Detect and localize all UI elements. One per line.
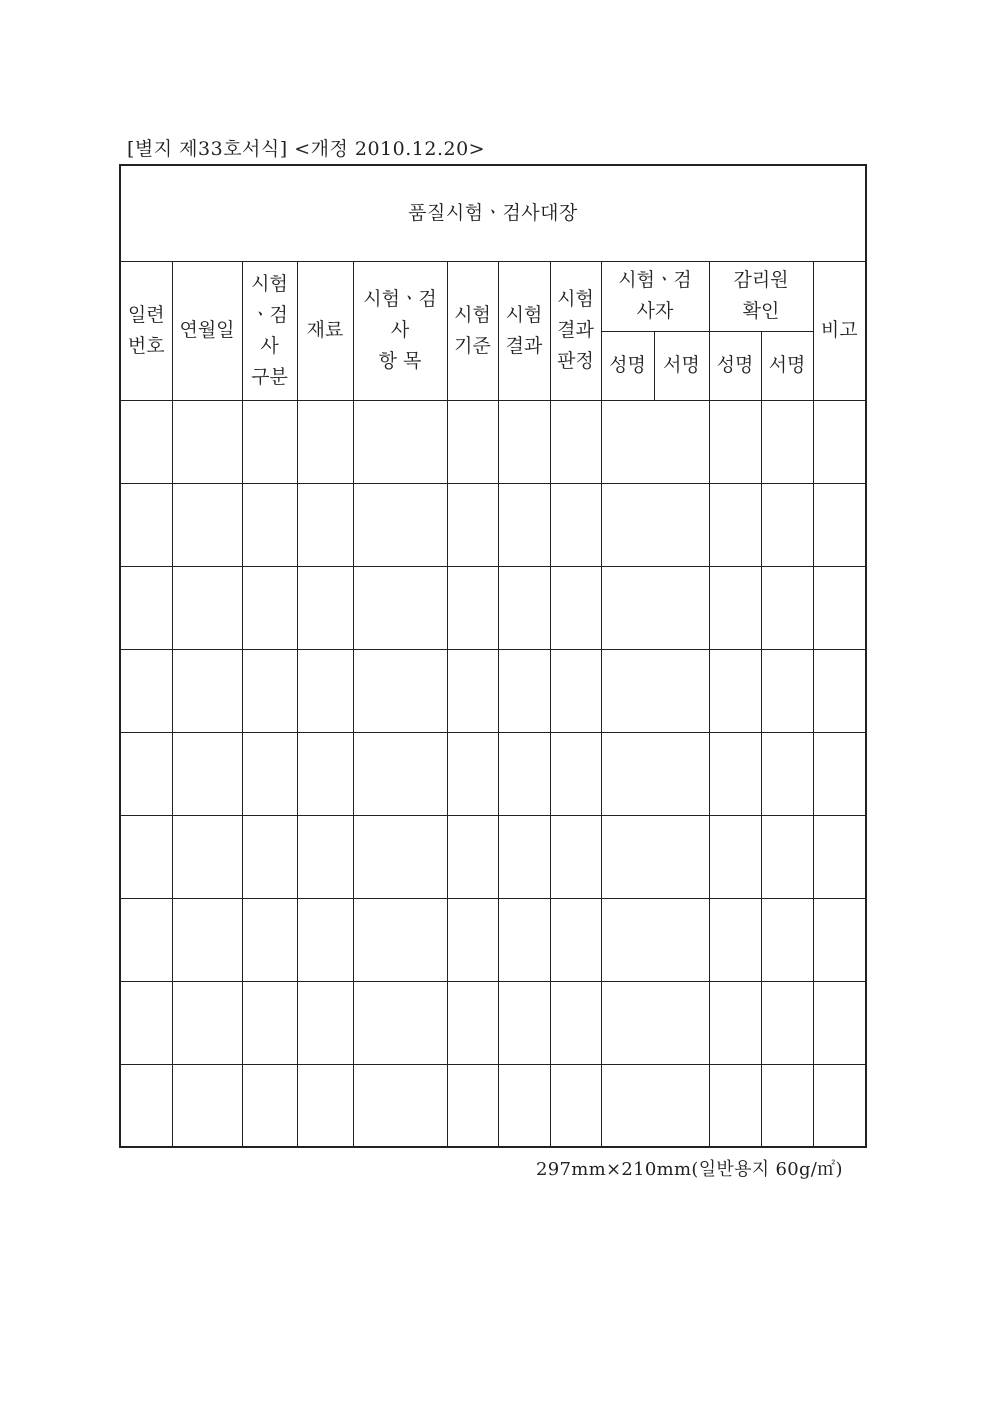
header-serial-line-2: 번호	[127, 334, 165, 357]
header-inspector-signature: 서명	[654, 331, 709, 400]
cell-supervisor-name[interactable]	[709, 815, 761, 898]
cell-inspector[interactable]	[601, 898, 709, 981]
paper-size-note: 297mm×210mm(일반용지 60g/㎡)	[536, 1159, 843, 1180]
header-remarks: 비고	[813, 261, 866, 400]
cell-material[interactable]	[297, 1064, 353, 1147]
cell-supervisor-signature[interactable]	[761, 649, 813, 732]
cell-remarks[interactable]	[813, 815, 866, 898]
cell-remarks[interactable]	[813, 981, 866, 1064]
header-standard-line-2: 기준	[454, 334, 491, 357]
cell-date[interactable]	[172, 898, 242, 981]
cell-test-standard[interactable]	[447, 815, 498, 898]
cell-supervisor-signature[interactable]	[761, 732, 813, 815]
header-serial-line-1: 일련	[127, 303, 165, 326]
cell-result-judgment[interactable]	[550, 732, 601, 815]
cell-inspector[interactable]	[601, 1064, 709, 1147]
cell-material[interactable]	[297, 815, 353, 898]
cell-inspector[interactable]	[601, 649, 709, 732]
form-title: 품질시험ㆍ검사대장	[120, 165, 866, 261]
cell-test-item[interactable]	[353, 898, 447, 981]
cell-category[interactable]	[242, 483, 297, 566]
table-row	[120, 649, 866, 732]
cell-test-standard[interactable]	[447, 400, 498, 483]
table-row	[120, 1064, 866, 1147]
header-result-line-2: 결과	[505, 334, 543, 357]
header-inspector	[601, 261, 709, 331]
cell-material[interactable]	[297, 483, 353, 566]
cell-result-judgment[interactable]	[550, 400, 601, 483]
cell-supervisor-name[interactable]	[709, 732, 761, 815]
header-category-line-4: 구분	[251, 365, 288, 388]
cell-material[interactable]	[297, 649, 353, 732]
cell-test-standard[interactable]	[447, 732, 498, 815]
header-supervisor-line-2: 확인	[742, 300, 780, 322]
cell-inspector[interactable]	[601, 815, 709, 898]
cell-result-judgment[interactable]	[550, 1064, 601, 1147]
cell-result-judgment[interactable]	[550, 898, 601, 981]
cell-inspector[interactable]	[601, 566, 709, 649]
cell-remarks[interactable]	[813, 732, 866, 815]
table-row	[120, 400, 866, 483]
header-date: 연월일	[172, 261, 242, 400]
header-inspector-name: 성명	[601, 331, 654, 400]
cell-test-standard[interactable]	[447, 1064, 498, 1147]
cell-date[interactable]	[172, 400, 242, 483]
cell-test-standard[interactable]	[447, 649, 498, 732]
cell-category[interactable]	[242, 566, 297, 649]
cell-inspector[interactable]	[601, 400, 709, 483]
cell-test-result[interactable]	[498, 981, 550, 1064]
cell-test-result[interactable]	[498, 1064, 550, 1147]
cell-remarks[interactable]	[813, 898, 866, 981]
cell-material[interactable]	[297, 981, 353, 1064]
header-judgment-line-2: 결과	[557, 319, 594, 341]
table-row	[120, 898, 866, 981]
cell-test-item[interactable]	[353, 649, 447, 732]
cell-inspector[interactable]	[601, 483, 709, 566]
cell-test-standard[interactable]	[447, 981, 498, 1064]
header-supervisor-name: 성명	[709, 331, 761, 400]
cell-date[interactable]	[172, 732, 242, 815]
header-standard-line-1: 시험	[454, 303, 491, 326]
cell-remarks[interactable]	[813, 400, 866, 483]
cell-serial-number[interactable]	[120, 1064, 172, 1147]
form-reference: [별지 제33호서식] <개정 2010.12.20>	[127, 138, 486, 160]
cell-supervisor-name[interactable]	[709, 400, 761, 483]
cell-serial-number[interactable]	[120, 566, 172, 649]
header-result-line-1: 시험	[505, 303, 543, 326]
cell-serial-number[interactable]	[120, 649, 172, 732]
cell-test-result[interactable]	[498, 400, 550, 483]
cell-supervisor-name[interactable]	[709, 981, 761, 1064]
cell-supervisor-name[interactable]	[709, 898, 761, 981]
header-result-judgment	[550, 261, 601, 400]
cell-category[interactable]	[242, 732, 297, 815]
cell-category[interactable]	[242, 649, 297, 732]
header-supervisor-line-1: 감리원	[733, 269, 789, 291]
header-supervisor-confirmation	[709, 261, 813, 331]
cell-serial-number[interactable]	[120, 981, 172, 1064]
cell-date[interactable]	[172, 1064, 242, 1147]
header-serial-number	[120, 261, 172, 400]
cell-result-judgment[interactable]	[550, 483, 601, 566]
title-row	[120, 165, 866, 261]
cell-material[interactable]	[297, 566, 353, 649]
cell-material[interactable]	[297, 732, 353, 815]
cell-category[interactable]	[242, 815, 297, 898]
table-row	[120, 981, 866, 1064]
table-row	[120, 483, 866, 566]
cell-supervisor-signature[interactable]	[761, 566, 813, 649]
header-supervisor-signature: 서명	[761, 331, 813, 400]
header-category-line-1: 시험	[251, 272, 288, 295]
cell-remarks[interactable]	[813, 1064, 866, 1147]
cell-result-judgment[interactable]	[550, 981, 601, 1064]
cell-inspector[interactable]	[601, 732, 709, 815]
cell-result-judgment[interactable]	[550, 649, 601, 732]
header-item-line-1: 시험ㆍ검	[363, 288, 437, 310]
cell-test-item[interactable]	[353, 1064, 447, 1147]
cell-date[interactable]	[172, 815, 242, 898]
cell-supervisor-signature[interactable]	[761, 400, 813, 483]
cell-test-result[interactable]	[498, 732, 550, 815]
cell-serial-number[interactable]	[120, 898, 172, 981]
header-category	[242, 261, 297, 400]
cell-category[interactable]	[242, 898, 297, 981]
cell-date[interactable]	[172, 981, 242, 1064]
header-test-standard	[447, 261, 498, 400]
cell-test-result[interactable]	[498, 483, 550, 566]
cell-test-item[interactable]	[353, 981, 447, 1064]
header-judgment-line-3: 판정	[557, 350, 594, 372]
cell-remarks[interactable]	[813, 566, 866, 649]
header-item-line-3: 항 목	[378, 350, 422, 372]
cell-category[interactable]	[242, 400, 297, 483]
header-item-line-2: 사	[390, 319, 410, 341]
cell-supervisor-signature[interactable]	[761, 815, 813, 898]
table-row	[120, 566, 866, 649]
cell-date[interactable]	[172, 649, 242, 732]
cell-result-judgment[interactable]	[550, 815, 601, 898]
cell-category[interactable]	[242, 1064, 297, 1147]
cell-supervisor-name[interactable]	[709, 483, 761, 566]
header-test-item	[353, 261, 447, 400]
cell-test-standard[interactable]	[447, 566, 498, 649]
table-row	[120, 815, 866, 898]
cell-material[interactable]	[297, 400, 353, 483]
header-category-line-3: 사	[260, 334, 279, 357]
cell-test-item[interactable]	[353, 732, 447, 815]
cell-test-item[interactable]	[353, 815, 447, 898]
cell-serial-number[interactable]	[120, 815, 172, 898]
table-row	[120, 732, 866, 815]
cell-remarks[interactable]	[813, 649, 866, 732]
cell-test-item[interactable]	[353, 400, 447, 483]
cell-test-result[interactable]	[498, 898, 550, 981]
header-test-result	[498, 261, 550, 400]
cell-test-standard[interactable]	[447, 483, 498, 566]
header-category-line-2: ㆍ검	[251, 303, 288, 326]
header-material: 재료	[297, 261, 353, 400]
header-judgment-line-1: 시험	[557, 288, 594, 310]
cell-inspector[interactable]	[601, 981, 709, 1064]
cell-supervisor-name[interactable]	[709, 649, 761, 732]
cell-material[interactable]	[297, 898, 353, 981]
cell-date[interactable]	[172, 483, 242, 566]
cell-result-judgment[interactable]	[550, 566, 601, 649]
header-inspector-line-1: 시험ㆍ검	[618, 269, 692, 291]
cell-supervisor-signature[interactable]	[761, 1064, 813, 1147]
header-inspector-line-2: 사자	[636, 300, 674, 322]
cell-supervisor-signature[interactable]	[761, 898, 813, 981]
cell-test-item[interactable]	[353, 483, 447, 566]
header-row-1	[120, 261, 866, 331]
cell-test-standard[interactable]	[447, 898, 498, 981]
cell-remarks[interactable]	[813, 483, 866, 566]
cell-supervisor-name[interactable]	[709, 1064, 761, 1147]
cell-serial-number[interactable]	[120, 400, 172, 483]
cell-serial-number[interactable]	[120, 483, 172, 566]
cell-supervisor-signature[interactable]	[761, 981, 813, 1064]
cell-category[interactable]	[242, 981, 297, 1064]
cell-serial-number[interactable]	[120, 732, 172, 815]
cell-date[interactable]	[172, 566, 242, 649]
cell-supervisor-signature[interactable]	[761, 483, 813, 566]
cell-test-result[interactable]	[498, 815, 550, 898]
quality-test-register-table	[119, 164, 867, 1148]
cell-test-item[interactable]	[353, 566, 447, 649]
cell-test-result[interactable]	[498, 649, 550, 732]
cell-test-result[interactable]	[498, 566, 550, 649]
cell-supervisor-name[interactable]	[709, 566, 761, 649]
